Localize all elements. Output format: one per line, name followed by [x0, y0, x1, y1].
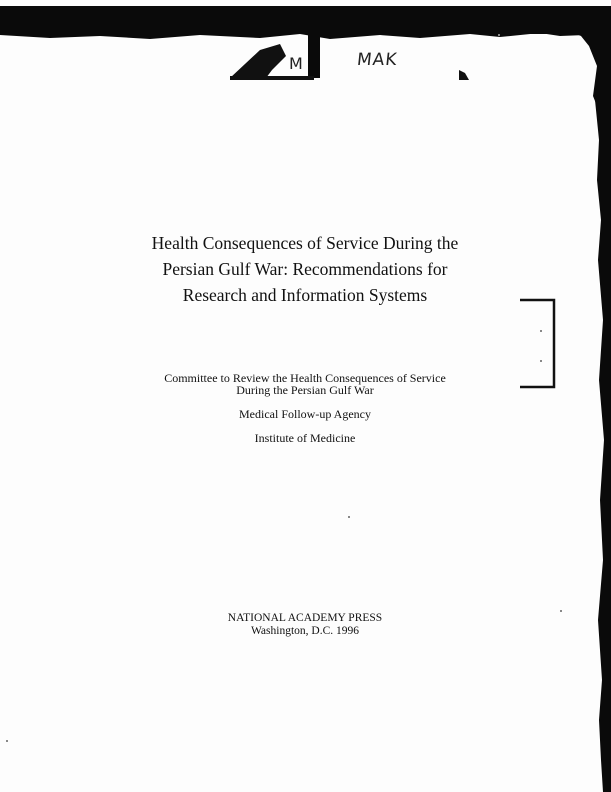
scan-speck — [540, 330, 542, 332]
scan-speck — [6, 740, 8, 742]
scan-speck — [540, 360, 542, 362]
institute-name: Institute of Medicine — [254, 431, 356, 445]
handwritten-tab-letter: M — [289, 54, 303, 73]
margin-bracket — [516, 297, 560, 391]
tab-notch — [230, 30, 320, 82]
scan-speck — [348, 516, 350, 518]
committee-line: During the Persian Gulf War — [236, 383, 374, 397]
publisher-name: NATIONAL ACADEMY PRESS — [227, 612, 383, 624]
document-title — [120, 230, 490, 308]
small-ink-mark — [459, 70, 469, 80]
scan-speck — [560, 610, 562, 612]
scan-corner-blotch — [551, 6, 611, 156]
scan-speck — [498, 34, 500, 36]
title-line: Persian Gulf War: Recommendations for — [162, 259, 448, 279]
publisher-place-year: Washington, D.C. 1996 — [250, 625, 359, 637]
title-line: Health Consequences of Service During the — [151, 233, 459, 253]
agency-name: Medical Follow-up Agency — [239, 407, 371, 421]
publisher-block — [140, 612, 470, 638]
committee-line: Committee to Review the Health Consequences of Service — [164, 371, 446, 385]
handwritten-code: MAK — [355, 50, 399, 70]
title-line: Research and Information Systems — [182, 285, 428, 305]
committee-name — [140, 372, 470, 396]
